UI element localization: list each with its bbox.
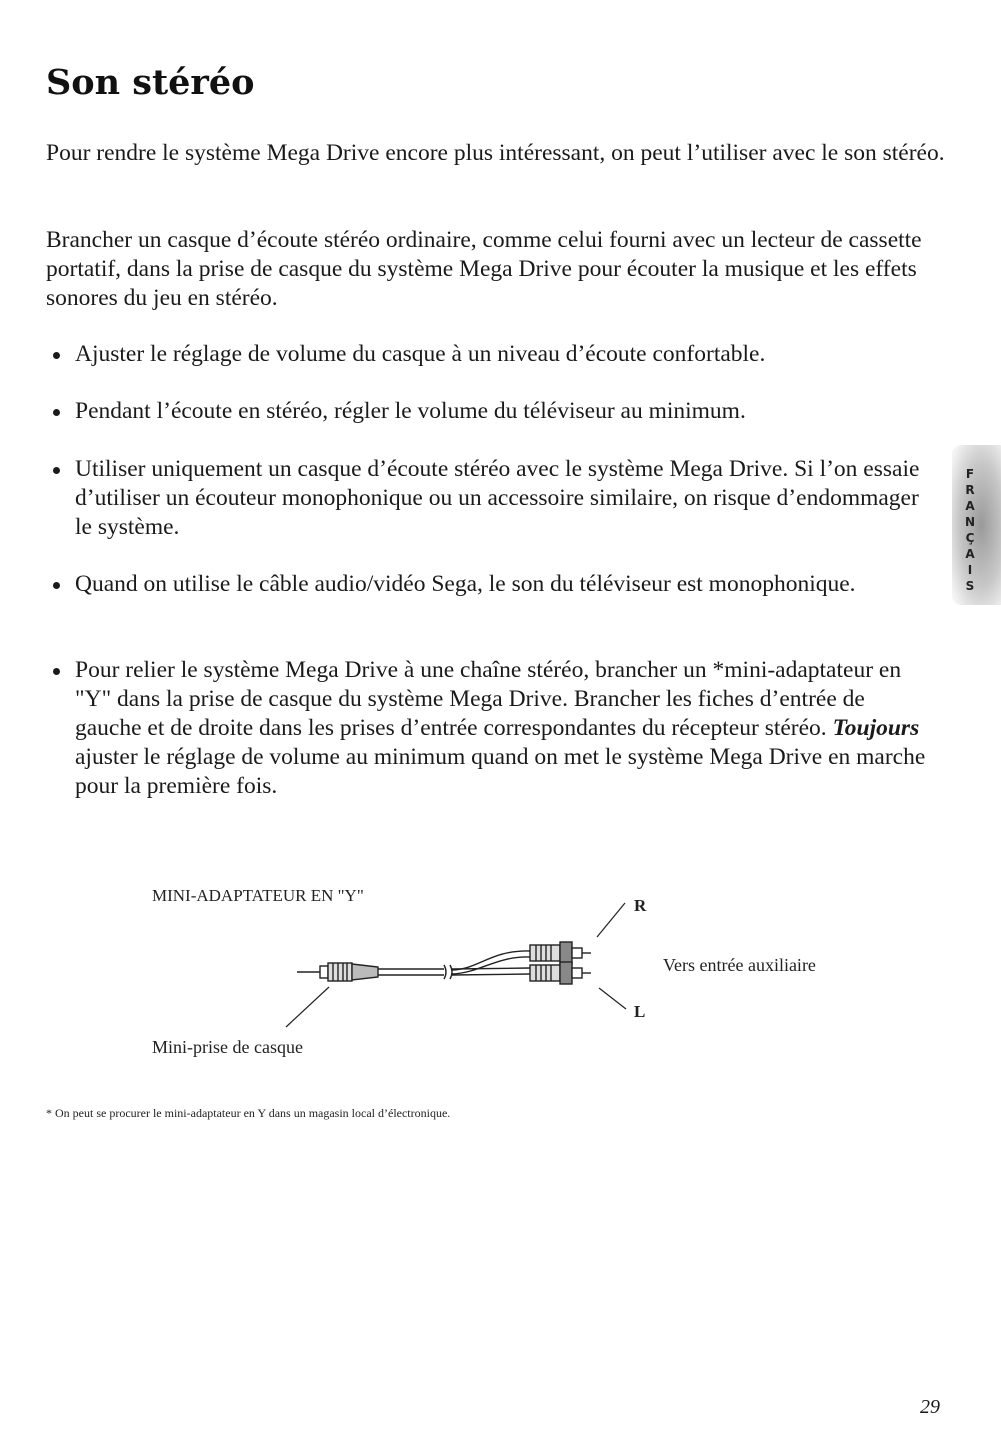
side-tab-letter: I bbox=[967, 563, 973, 577]
bullet-text-before: Pour relier le système Mega Drive à une chaîne stéréo, brancher un *mini-adaptateur en "Y" dans la prise de casque du système Mega Drive. Brancher les fiches d’entrée de gauche et de droite dans les prises d’entrée correspondantes du récepteur stéréo. bbox=[75, 657, 902, 741]
bullet-item: Ajuster le réglage de volume du casque à un niveau d’écoute confortable. bbox=[46, 340, 935, 369]
side-tab-letter: A bbox=[965, 547, 975, 561]
l-leader-line bbox=[599, 988, 626, 1009]
page-title: Son stéréo bbox=[46, 62, 255, 103]
footnote: * On peut se procurer le mini-adaptateur en Y dans un magasin local d’électronique. bbox=[46, 1106, 451, 1120]
page-number: 29 bbox=[920, 1396, 940, 1418]
side-tab-letter: R bbox=[965, 483, 975, 497]
bullet-item: Utiliser uniquement un casque d’écoute stéréo avec le système Mega Drive. Si l’on essaie d’utiliser un écouteur monophonique ou un accessoire similaire, on risque d’endommager le système. bbox=[46, 455, 935, 542]
plug-leader-line bbox=[286, 987, 329, 1027]
bullet-text-after: ajuster le réglage de volume au minimum quand on met le système Mega Drive en marche pour la première fois. bbox=[75, 744, 926, 799]
side-tab-letter: N bbox=[964, 515, 976, 529]
bullet-item: Quand on utilise le câble audio/vidéo Sega, le son du téléviseur est monophonique. bbox=[46, 570, 935, 599]
right-channel-label: R bbox=[634, 896, 647, 915]
r-leader-line bbox=[597, 903, 625, 937]
aux-input-label: Vers entrée auxiliaire bbox=[663, 955, 816, 975]
instructions-paragraph: Brancher un casque d’écoute stéréo ordinaire, comme celui fourni avec un lecteur de cassette portatif, dans la prise de casque du système Mega Drive pour écouter la musique et les effets sonores du jeu en stéréo. bbox=[46, 227, 922, 311]
bullet-item: Pendant l’écoute en stéréo, régler le volume du téléviseur au minimum. bbox=[46, 397, 935, 426]
headphone-plug-label: Mini-prise de casque bbox=[152, 1037, 303, 1057]
emphasis-toujours: Toujours bbox=[832, 715, 920, 741]
left-channel-label: L bbox=[634, 1002, 646, 1021]
side-tab-letter: S bbox=[965, 579, 975, 593]
adapter-label: MINI-ADAPTATEUR EN "Y" bbox=[152, 886, 364, 905]
intro-paragraph: Pour rendre le système Mega Drive encore plus intéressant, on peut l’utiliser avec le son stéréo. bbox=[46, 140, 945, 166]
side-tab-letter: Ç bbox=[965, 531, 975, 545]
y-adapter-cable-illustration bbox=[297, 942, 591, 984]
side-tab-letter: A bbox=[965, 499, 975, 513]
side-tab-letter: F bbox=[965, 467, 975, 481]
